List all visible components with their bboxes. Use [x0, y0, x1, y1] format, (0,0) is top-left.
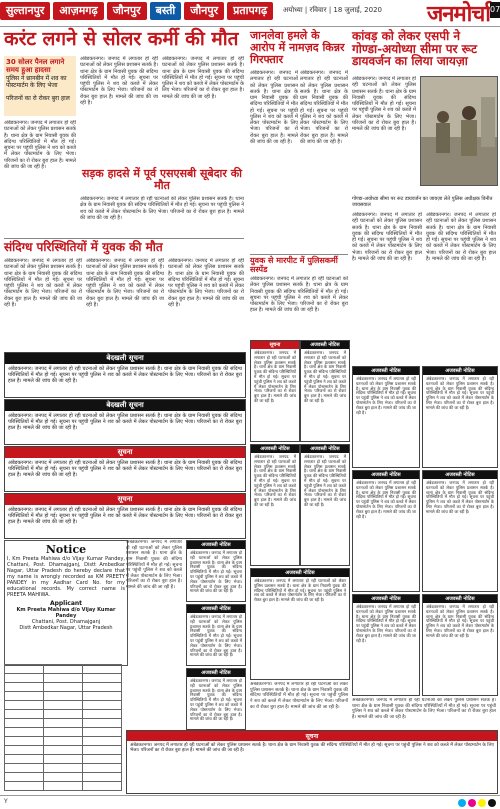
ajavasti-title-2: अजवस्ती नोटिस — [187, 605, 245, 613]
bedakhali-notice-2 — [4, 399, 246, 445]
ajavasti-title-7: अजवस्ती नोटिस — [251, 445, 299, 453]
black-swatch — [488, 799, 496, 807]
ajavasti-title-12: अजवस्ती नोटिस — [353, 595, 419, 603]
ajavasti-text-4: अंबेडकरनगर। जनपद में लगातार हो रही घटनाओं को लेकर पुलिस प्रशासन सतर्क है। थाना क्षेत्र के ग्राम निवासी युवक की संदिग्ध परिस्थितियों में मौत हो गई। सूचना पर पहुंची पुलिस ने शव को कब्जे में लेकर पोस्टमार्टम के लिए भेजा। परिजनों का रो रोकर बुरा हाल है। मामले की जांच की जा रही है। — [304, 350, 346, 403]
soochna-notice-2 — [4, 493, 246, 539]
ajavasti-text-6: अंबेडकरनगर। जनपद में लगातार हो रही घटनाओं को लेकर पुलिस प्रशासन सतर्क है। थाना क्षेत्र के ग्राम निवासी युवक की संदिग्ध परिस्थितियों में मौत हो गई। सूचना पर पहुंची पुलिस ने शव को कब्जे में लेकर पोस्टमार्टम के लिए भेजा। परिजनों का रो रोकर बुरा हाल है। मामले की जांच की जा रही है। — [426, 376, 494, 410]
ajavasti-notice-5 — [352, 366, 420, 468]
ajavasti-title-6: अजवस्ती नोटिस — [423, 367, 497, 375]
ajavasti-notice-1 — [186, 540, 246, 602]
ajavasti-notice-13 — [422, 594, 498, 696]
english-notice-title: Notice — [45, 543, 87, 556]
photo-caption: गोण्डा-अयोध्या सीमा पर रूट डायवर्जन का जायज़ा लेते पुलिस अधीक्षक विनीत जायसवाल — [352, 196, 493, 208]
ajavasti-text-5: अंबेडकरनगर। जनपद में लगातार हो रही घटनाओं को लेकर पुलिस प्रशासन सतर्क है। थाना क्षेत्र के ग्राम निवासी युवक की संदिग्ध परिस्थितियों में मौत हो गई। सूचना पर पहुंची पुलिस ने शव को कब्जे में लेकर पोस्टमार्टम के लिए भेजा। परिजनों का रो रोकर बुरा हाल है। मामले की जांच की जा रही है। — [356, 376, 416, 415]
police-photo-graphic — [421, 77, 497, 185]
english-notice-applicant: Applicant — [49, 600, 83, 607]
notice-table — [4, 664, 122, 791]
ajavasti-title-1: अजवस्ती नोटिस — [187, 541, 245, 549]
ajavasti-notice-12 — [352, 594, 420, 696]
soochna-text-3: अंबेडकरनगर। जनपद में लगातार हो रही घटनाओं को लेकर पुलिस प्रशासन सतर्क है। थाना क्षेत्र के ग्राम निवासी युवक की संदिग्ध परिस्थितियों में मौत हो गई। सूचना पर पहुंची पुलिस ने शव को कब्जे में लेकर पोस्टमार्टम के लिए भेजा। परिजनों का रो रोकर बुरा हाल है। मामले की जांच की जा रही है। — [254, 350, 296, 403]
suspicious-body-col1: अंबेडकरनगर। जनपद में लगातार हो रही घटनाओं को लेकर पुलिस प्रशासन सतर्क है। थाना क्षेत्र के ग्राम निवासी युवक की संदिग्ध परिस्थितियों में मौत हो गई। सूचना पर पहुंची पुलिस ने शव को कब्जे में लेकर पोस्टमार्टम के लिए भेजा। परिजनों का रो रोकर बुरा हाल है। मामले की जांच की जा रही है। — [4, 258, 82, 308]
ajavasti-title-10: अजवस्ती नोटिस — [423, 471, 497, 479]
ajavasti-title-4: अजवस्ती नोटिस — [301, 341, 349, 349]
ajavasti-title-11: अजवस्ती नोटिस — [251, 569, 349, 577]
bedakhali-title-1: बेदखली सूचना — [5, 353, 245, 364]
suspicious-body-col3: अंबेडकरनगर। जनपद में लगातार हो रही घटनाओं को लेकर पुलिस प्रशासन सतर्क है। थाना क्षेत्र के ग्राम निवासी युवक की संदिग्ध परिस्थितियों में मौत हो गई। सूचना पर पहुंची पुलिस ने शव को कब्जे में लेकर पोस्टमार्टम के लिए भेजा। परिजनों का रो रोकर बुरा हाल है। मामले की जांच की जा रही है। — [168, 258, 244, 308]
arrest-headline: जानलेवा हमले के आरोप में नामज़द किन्नर गिरफ्तार — [250, 29, 345, 67]
suspicious-body-col2: अंबेडकरनगर। जनपद में लगातार हो रही घटनाओं को लेकर पुलिस प्रशासन सतर्क है। थाना क्षेत्र के ग्राम निवासी युवक की संदिग्ध परिस्थितियों में मौत हो गई। सूचना पर पहुंची पुलिस ने शव को कब्जे में लेकर पोस्टमार्टम के लिए भेजा। परिजनों का रो रोकर बुरा हाल है। मामले की जांच की जा रही है। — [86, 258, 164, 308]
solar-highlight-2: परिजनों का रो रोकर बुरा हाल — [6, 95, 70, 102]
bedakhali-title-2: बेदखली सूचना — [5, 400, 245, 411]
english-notice-applicant-name: Km Preeta Mahiwa d/o Vijay Kumar Pandey — [16, 607, 116, 619]
soochna-bottom-title: सूचना — [127, 731, 497, 741]
soochna-bottom — [126, 730, 498, 794]
ajavasti-title-13: अजवस्ती नोटिस — [423, 595, 497, 603]
classified-col-c: अंबेडकरनगर। जनपद में लगातार हो रही घटनाओं को लेकर पुलिस प्रशासन सतर्क है। थाना क्षेत्र के ग्राम निवासी युवक की संदिग्ध परिस्थितियों में मौत हो गई। सूचना पर पहुंची पुलिस ने शव को कब्जे में लेकर पोस्टमार्टम के लिए भेजा। परिजनों का रो रोकर बुरा हाल है। मामले की जांच की जा रही है। — [352, 698, 496, 720]
suspicious-headline: संदिग्ध परिस्थितियों में युवक की मौत — [4, 240, 163, 254]
ajavasti-text-13: अंबेडकरनगर। जनपद में लगातार हो रही घटनाओं को लेकर पुलिस प्रशासन सतर्क है। थाना क्षेत्र के ग्राम निवासी युवक की संदिग्ध परिस्थितियों में मौत हो गई। सूचना पर पहुंची पुलिस ने शव को कब्जे में लेकर पोस्टमार्टम के लिए भेजा। परिजनों का रो रोकर बुरा हाल है। मामले की जांच की जा रही है। — [426, 604, 494, 638]
print-color-bar — [458, 799, 496, 807]
tab-basti[interactable]: बस्ती — [150, 2, 182, 20]
arrest-body-col2: अंबेडकरनगर। जनपद में लगातार हो रही घटनाओं को लेकर पुलिस प्रशासन सतर्क है। थाना क्षेत्र के ग्राम निवासी युवक की संदिग्ध परिस्थितियों में मौत हो गई। सूचना पर पहुंची पुलिस ने शव को कब्जे में लेकर पोस्टमार्टम के लिए भेजा। परिजनों का रो रोकर बुरा हाल है। मामले की जांच की जा रही है। — [300, 70, 348, 145]
ajavasti-title-3: अजवस्ती नोटिस — [187, 669, 245, 677]
soochna-text-1: अंबेडकरनगर। जनपद में लगातार हो रही घटनाओं को लेकर पुलिस प्रशासन सतर्क है। थाना क्षेत्र के ग्राम निवासी युवक की संदिग्ध परिस्थितियों में मौत हो गई। सूचना पर पहुंची पुलिस ने शव को कब्जे में लेकर पोस्टमार्टम के लिए भेजा। परिजनों का रो रोकर बुरा हाल है। मामले की जांच की जा रही है। — [8, 460, 242, 478]
kanwar-photo — [420, 76, 498, 186]
district-tabs — [0, 2, 273, 20]
solar-kicker: 30 सोलर पैनल लगाने समय हुआ हादसा — [6, 58, 65, 75]
soochna-title-2: सूचना — [5, 494, 245, 505]
solar-body-col3: अंबेडकरनगर। जनपद में लगातार हो रही घटनाओं को लेकर पुलिस प्रशासन सतर्क है। थाना क्षेत्र के ग्राम निवासी युवक की संदिग्ध परिस्थितियों में मौत हो गई। सूचना पर पहुंची पुलिस ने शव को कब्जे में लेकर पोस्टमार्टम के लिए भेजा। परिजनों का रो रोकर बुरा हाल है। मामले की जांच की जा रही है। — [162, 56, 244, 100]
magenta-swatch — [468, 799, 476, 807]
cyan-swatch — [458, 799, 466, 807]
arrest-body-col1: अंबेडकरनगर। जनपद में लगातार हो रही घटनाओं को लेकर पुलिस प्रशासन सतर्क है। थाना क्षेत्र के ग्राम निवासी युवक की संदिग्ध परिस्थितियों में मौत हो गई। सूचना पर पहुंची पुलिस ने शव को कब्जे में लेकर पोस्टमार्टम के लिए भेजा। परिजनों का रो रोकर बुरा हाल है। मामले की जांच की जा रही है। — [250, 70, 298, 145]
soochna-notice-1 — [4, 446, 246, 492]
bedakhali-text-2: अंबेडकरनगर। जनपद में लगातार हो रही घटनाओं को लेकर पुलिस प्रशासन सतर्क है। थाना क्षेत्र के ग्राम निवासी युवक की संदिग्ध परिस्थितियों में मौत हो गई। सूचना पर पहुंची पुलिस ने शव को कब्जे में लेकर पोस्टमार्टम के लिए भेजा। परिजनों का रो रोकर बुरा हाल है। मामले की जांच की जा रही है। — [8, 413, 242, 431]
tab-sultanpur[interactable]: सुल्तानपुर — [0, 2, 50, 20]
soochna-title-1: सूचना — [5, 447, 245, 458]
divider — [4, 238, 244, 239]
ajavasti-notice-7 — [250, 444, 300, 566]
youth-body: अंबेडकरनगर। जनपद में लगातार हो रही घटनाओं को लेकर पुलिस प्रशासन सतर्क है। थाना क्षेत्र के ग्राम निवासी युवक की संदिग्ध परिस्थितियों में मौत हो गई। सूचना पर पहुंची पुलिस ने शव को कब्जे में लेकर पोस्टमार्टम के लिए भेजा। परिजनों का रो रोकर बुरा हाल है। मामले की जांच की जा रही है। — [250, 276, 348, 314]
dateline: अयोध्या | रविवार | 18 जुलाई, 2020 — [282, 6, 382, 14]
english-notice-applicant-distt: Distt Ambedkar Nagar, Uttar Pradesh — [19, 625, 113, 631]
ajavasti-notice-10 — [422, 470, 498, 592]
ajavasti-title-8: अजवस्ती नोटिस — [301, 445, 349, 453]
soochna-title-3: सूचना — [251, 341, 299, 349]
ajavasti-text-10: अंबेडकरनगर। जनपद में लगातार हो रही घटनाओं को लेकर पुलिस प्रशासन सतर्क है। थाना क्षेत्र के ग्राम निवासी युवक की संदिग्ध परिस्थितियों में मौत हो गई। सूचना पर पहुंची पुलिस ने शव को कब्जे में लेकर पोस्टमार्टम के लिए भेजा। परिजनों का रो रोकर बुरा हाल है। मामले की जांच की जा रही है। — [426, 480, 494, 514]
ajavasti-text-8: अंबेडकरनगर। जनपद में लगातार हो रही घटनाओं को लेकर पुलिस प्रशासन सतर्क है। थाना क्षेत्र के ग्राम निवासी युवक की संदिग्ध परिस्थितियों में मौत हो गई। सूचना पर पहुंची पुलिस ने शव को कब्जे में लेकर पोस्टमार्टम के लिए भेजा। परिजनों का रो रोकर बुरा हाल है। मामले की जांच की जा रही है। — [304, 454, 346, 507]
ajavasti-text-9: अंबेडकरनगर। जनपद में लगातार हो रही घटनाओं को लेकर पुलिस प्रशासन सतर्क है। थाना क्षेत्र के ग्राम निवासी युवक की संदिग्ध परिस्थितियों में मौत हो गई। सूचना पर पहुंची पुलिस ने शव को कब्जे में लेकर पोस्टमार्टम के लिए भेजा। परिजनों का रो रोकर बुरा हाल है। मामले की जांच की जा रही है। — [356, 480, 416, 519]
ajavasti-notice-3 — [186, 668, 246, 730]
ajavasti-notice-8 — [300, 444, 350, 566]
english-notice — [4, 540, 128, 666]
accident-headline: सड़क हादसे में पूर्व एसएसबी सूबेदार की मौत — [81, 167, 243, 193]
tab-azamgarh[interactable]: आज़मगढ़ — [53, 2, 103, 20]
ajavasti-text-1: अंबेडकरनगर। जनपद में लगातार हो रही घटनाओं को लेकर पुलिस प्रशासन सतर्क है। थाना क्षेत्र के ग्राम निवासी युवक की संदिग्ध परिस्थितियों में मौत हो गई। सूचना पर पहुंची पुलिस ने शव को कब्जे में लेकर पोस्टमार्टम के लिए भेजा। परिजनों का रो रोकर बुरा हाल है। मामले की जांच की जा रही है। — [190, 550, 242, 594]
soochna-text-2: अंबेडकरनगर। जनपद में लगातार हो रही घटनाओं को लेकर पुलिस प्रशासन सतर्क है। थाना क्षेत्र के ग्राम निवासी युवक की संदिग्ध परिस्थितियों में मौत हो गई। सूचना पर पहुंची पुलिस ने शव को कब्जे में लेकर पोस्टमार्टम के लिए भेजा। परिजनों का रो रोकर बुरा हाल है। मामले की जांच की जा रही है। — [8, 507, 242, 525]
ajavasti-notice-9 — [352, 470, 420, 592]
ajavasti-title-5: अजवस्ती नोटिस — [353, 367, 419, 375]
kanwar-body-col1: अंबेडकरनगर। जनपद में लगातार हो रही घटनाओं को लेकर पुलिस प्रशासन सतर्क है। थाना क्षेत्र के ग्राम निवासी युवक की संदिग्ध परिस्थितियों में मौत हो गई। सूचना पर पहुंची पुलिस ने शव को कब्जे में लेकर पोस्टमार्टम के लिए भेजा। परिजनों का रो रोकर बुरा हाल है। मामले की जांच की जा रही है। — [352, 76, 416, 132]
ajavasti-text-12: अंबेडकरनगर। जनपद में लगातार हो रही घटनाओं को लेकर पुलिस प्रशासन सतर्क है। थाना क्षेत्र के ग्राम निवासी युवक की संदिग्ध परिस्थितियों में मौत हो गई। सूचना पर पहुंची पुलिस ने शव को कब्जे में लेकर पोस्टमार्टम के लिए भेजा। परिजनों का रो रोकर बुरा हाल है। मामले की जांच की जा रही है। — [356, 604, 416, 643]
accident-body: अंबेडकरनगर। जनपद में लगातार हो रही घटनाओं को लेकर पुलिस प्रशासन सतर्क है। थाना क्षेत्र के ग्राम निवासी युवक की संदिग्ध परिस्थितियों में मौत हो गई। सूचना पर पहुंची पुलिस ने शव को कब्जे में लेकर पोस्टमार्टम के लिए भेजा। परिजनों का रो रोकर बुरा हाल है। मामले की जांच की जा रही है। — [80, 196, 244, 221]
kanwar-body-col2: अंबेडकरनगर। जनपद में लगातार हो रही घटनाओं को लेकर पुलिस प्रशासन सतर्क है। थाना क्षेत्र के ग्राम निवासी युवक की संदिग्ध परिस्थितियों में मौत हो गई। सूचना पर पहुंची पुलिस ने शव को कब्जे में लेकर पोस्टमार्टम के लिए भेजा। परिजनों का रो रोकर बुरा हाल है। मामले की जांच की जा रही है। — [352, 212, 422, 262]
ajavasti-text-7: अंबेडकरनगर। जनपद में लगातार हो रही घटनाओं को लेकर पुलिस प्रशासन सतर्क है। थाना क्षेत्र के ग्राम निवासी युवक की संदिग्ध परिस्थितियों में मौत हो गई। सूचना पर पहुंची पुलिस ने शव को कब्जे में लेकर पोस्टमार्टम के लिए भेजा। परिजनों का रो रोकर बुरा हाल है। मामले की जांच की जा रही है। — [254, 454, 296, 507]
classified-col-a: अंबेडकरनगर। जनपद में लगातार हो रही घटनाओं को लेकर पुलिस प्रशासन सतर्क है। थाना क्षेत्र के ग्राम निवासी युवक की संदिग्ध परिस्थितियों में मौत हो गई। सूचना पर पहुंची पुलिस ने शव को कब्जे में लेकर पोस्टमार्टम के लिए भेजा। परिजनों का रो रोकर बुरा हाल है। मामले की जांच की जा रही है। — [126, 540, 182, 590]
solar-headline: करंट लगने से सोलर कर्मी की मौत — [4, 28, 239, 50]
english-notice-applicant-addr: Chattani, Post. Dhamajganj — [31, 619, 101, 625]
solar-highlight-1: पुलिस ने छानबीन में शव का पोस्टमार्टम के लिए भेजा — [6, 75, 67, 89]
top-bar — [0, 0, 500, 27]
ajavasti-title-9: अजवस्ती नोटिस — [353, 471, 419, 479]
tab-jaunpur[interactable]: जौनपुर — [107, 2, 147, 20]
kanwar-body-col3: अंबेडकरनगर। जनपद में लगातार हो रही घटनाओं को लेकर पुलिस प्रशासन सतर्क है। थाना क्षेत्र के ग्राम निवासी युवक की संदिग्ध परिस्थितियों में मौत हो गई। सूचना पर पहुंची पुलिस ने शव को कब्जे में लेकर पोस्टमार्टम के लिए भेजा। परिजनों का रो रोकर बुरा हाल है। मामले की जांच की जा रही है। — [426, 212, 496, 262]
kanwar-headline: कांवड़ को लेकर एसपी ने गोण्डा-अयोध्या सीमा पर रूट डायवर्जन का लिया जायज़ा — [352, 29, 478, 69]
solar-body-col2: अंबेडकरनगर। जनपद में लगातार हो रही घटनाओं को लेकर पुलिस प्रशासन सतर्क है। थाना क्षेत्र के ग्राम निवासी युवक की संदिग्ध परिस्थितियों में मौत हो गई। सूचना पर पहुंची पुलिस ने शव को कब्जे में लेकर पोस्टमार्टम के लिए भेजा। परिजनों का रो रोकर बुरा हाल है। मामले की जांच की जा रही है। — [80, 56, 158, 106]
ajavasti-notice-6 — [422, 366, 498, 468]
youth-headline: युवक से मारपीट में पुलिसकर्मी सस्पेंड — [250, 255, 338, 274]
ajavasti-text-3: अंबेडकरनगर। जनपद में लगातार हो रही घटनाओं को लेकर पुलिस प्रशासन सतर्क है। थाना क्षेत्र के ग्राम निवासी युवक की संदिग्ध परिस्थितियों में मौत हो गई। सूचना पर पहुंची पुलिस ने शव को कब्जे में लेकर पोस्टमार्टम के लिए भेजा। परिजनों का रो रोकर बुरा हाल है। मामले की जांच की जा रही है। — [190, 678, 242, 722]
page-number: 07 — [490, 2, 500, 18]
ajavasti-notice-2 — [186, 604, 246, 666]
solar-body-col1: अंबेडकरनगर। जनपद में लगातार हो रही घटनाओं को लेकर पुलिस प्रशासन सतर्क है। थाना क्षेत्र के ग्राम निवासी युवक की संदिग्ध परिस्थितियों में मौत हो गई। सूचना पर पहुंची पुलिस ने शव को कब्जे में लेकर पोस्टमार्टम के लिए भेजा। परिजनों का रो रोकर बुरा हाल है। मामले की जांच की जा रही है। — [4, 120, 76, 170]
ajavasti-text-11: अंबेडकरनगर। जनपद में लगातार हो रही घटनाओं को लेकर पुलिस प्रशासन सतर्क है। थाना क्षेत्र के ग्राम निवासी युवक की संदिग्ध परिस्थितियों में मौत हो गई। सूचना पर पहुंची पुलिस ने शव को कब्जे में लेकर पोस्टमार्टम के लिए भेजा। परिजनों का रो रोकर बुरा हाल है। मामले की जांच की जा रही है। — [254, 578, 346, 603]
footer-marker: Y — [4, 798, 8, 805]
ajavasti-notice-11 — [250, 568, 350, 680]
yellow-swatch — [478, 799, 486, 807]
footer-bar — [0, 795, 500, 809]
soochna-bottom-text: अंबेडकरनगर। जनपद में लगातार हो रही घटनाओं को लेकर पुलिस प्रशासन सतर्क है। थाना क्षेत्र के ग्राम निवासी युवक की संदिग्ध परिस्थितियों में मौत हो गई। सूचना पर पहुंची पुलिस ने शव को कब्जे में लेकर पोस्टमार्टम के लिए भेजा। परिजनों का रो रोकर बुरा हाल है। मामले की जांच की जा रही है। — [130, 743, 494, 754]
english-notice-body: I, Km Preeta Mahiwa d/o Vijay Kumar Pandey, Chattani, Post. Dhamajganj, Distt Ambedkar Nagar, Uttar Pradesh do hereby declare that my name is wrongly recorded as KM PREETY PANDEY in my Aadhar Card No. for my educational records. My correct name is PREETA MAHIWA. — [7, 556, 125, 598]
tab-pratapgarh[interactable]: प्रतापगढ़ — [227, 2, 273, 20]
ajavasti-text-2: अंबेडकरनगर। जनपद में लगातार हो रही घटनाओं को लेकर पुलिस प्रशासन सतर्क है। थाना क्षेत्र के ग्राम निवासी युवक की संदिग्ध परिस्थितियों में मौत हो गई। सूचना पर पहुंची पुलिस ने शव को कब्जे में लेकर पोस्टमार्टम के लिए भेजा। परिजनों का रो रोकर बुरा हाल है। मामले की जांच की जा रही है। — [190, 614, 242, 658]
tab-jaunpur-2[interactable]: जौनपुर — [184, 2, 224, 20]
classified-col-b: अंबेडकरनगर। जनपद में लगातार हो रही घटनाओं को लेकर पुलिस प्रशासन सतर्क है। थाना क्षेत्र के ग्राम निवासी युवक की संदिग्ध परिस्थितियों में मौत हो गई। सूचना पर पहुंची पुलिस ने शव को कब्जे में लेकर पोस्टमार्टम के लिए भेजा। परिजनों का रो रोकर बुरा हाल है। मामले की जांच की जा रही है। — [250, 682, 348, 710]
ajavasti-notice-4 — [300, 340, 350, 442]
bedakhali-notice-1 — [4, 352, 246, 398]
soochna-notice-3 — [250, 340, 300, 442]
masthead-logo: जनमोर्चा — [426, 1, 490, 27]
bedakhali-text-1: अंबेडकरनगर। जनपद में लगातार हो रही घटनाओं को लेकर पुलिस प्रशासन सतर्क है। थाना क्षेत्र के ग्राम निवासी युवक की संदिग्ध परिस्थितियों में मौत हो गई। सूचना पर पहुंची पुलिस ने शव को कब्जे में लेकर पोस्टमार्टम के लिए भेजा। परिजनों का रो रोकर बुरा हाल है। मामले की जांच की जा रही है। — [8, 366, 242, 384]
